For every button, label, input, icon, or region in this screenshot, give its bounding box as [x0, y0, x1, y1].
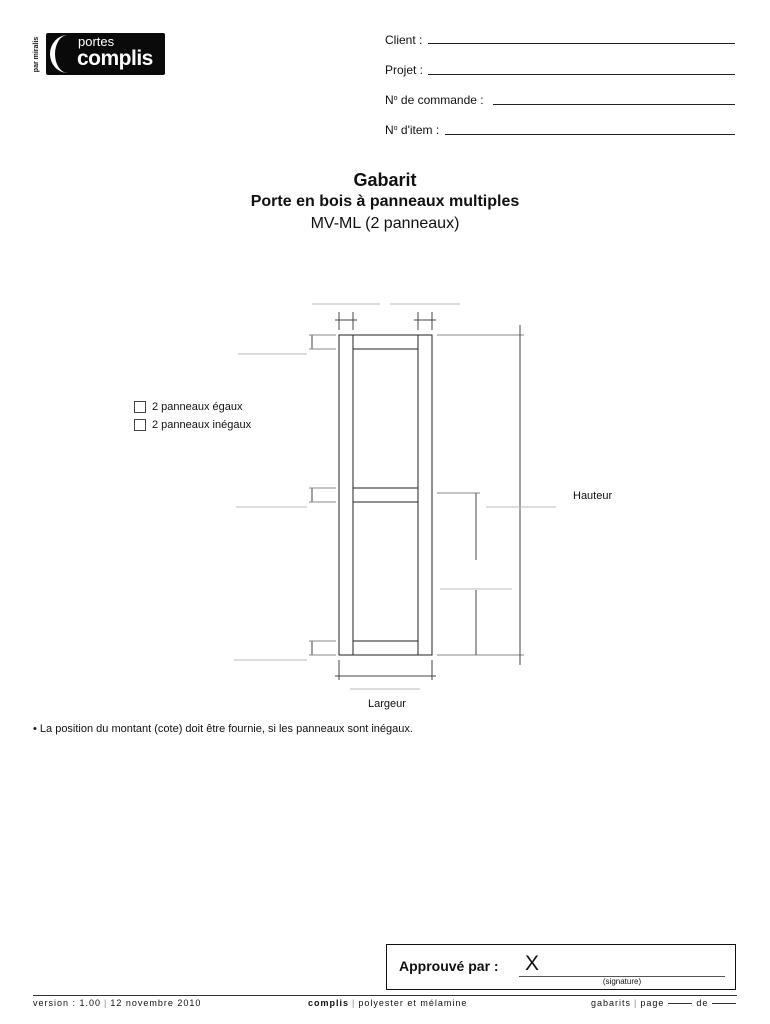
item-label-sup: o	[393, 125, 398, 132]
footer-page-label: page	[640, 998, 665, 1008]
model-code: MV-ML (2 panneaux)	[310, 215, 460, 232]
item-label: d'item :	[397, 123, 440, 137]
logo-complis-text: complis	[77, 47, 153, 70]
logo-portes-text: portes	[78, 34, 115, 49]
page-title: Gabarit	[353, 170, 417, 190]
footer-section: gabarits	[591, 998, 632, 1008]
option-equal-label: 2 panneaux égaux	[152, 401, 243, 413]
version-text: version : 1.00	[33, 998, 102, 1008]
date-text: 12 novembre 2010	[110, 998, 202, 1008]
projet-label: Projet :	[385, 63, 424, 77]
approval-label: Approuvé par :	[399, 958, 499, 974]
client-label: Client :	[385, 33, 423, 47]
signature-mark: X	[525, 952, 540, 975]
footer-product-text: polyester et mélamine	[358, 998, 468, 1008]
commande-label-sup: o	[393, 95, 398, 102]
footer-version: version : 1.00 | 12 novembre 2010	[33, 998, 202, 1008]
approval-box	[386, 944, 736, 990]
footer-pagination: gabarits | page de	[591, 998, 740, 1008]
footer-of-label: de	[696, 998, 709, 1008]
item-label-prefix: N	[385, 123, 394, 137]
footer-rule	[33, 995, 737, 996]
signature-caption: (signature)	[602, 977, 642, 986]
page-total-field[interactable]	[712, 1003, 736, 1004]
panel-position-note: • La position du montant (cote) doit être fournie, si les panneaux sont inégaux.	[33, 723, 413, 735]
page-number-field[interactable]	[668, 1003, 692, 1004]
footer-brand: complis	[308, 998, 350, 1008]
option-unequal-label: 2 panneaux inégaux	[152, 419, 252, 431]
commande-label: de commande :	[397, 93, 484, 107]
footer-product: complis | polyester et mélamine	[308, 998, 468, 1008]
height-label: Hauteur	[573, 490, 613, 502]
width-label: Largeur	[368, 698, 406, 710]
commande-label-prefix: N	[385, 93, 394, 107]
logo-miralis: par miralis	[33, 36, 41, 73]
page-subtitle: Porte en bois à panneaux multiples	[250, 193, 520, 210]
